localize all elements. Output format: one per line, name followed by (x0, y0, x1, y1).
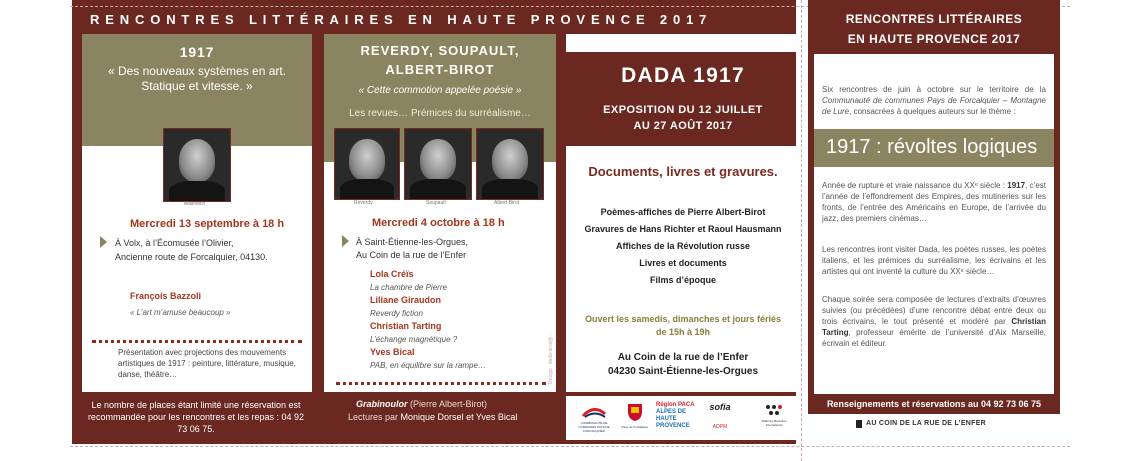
dada-hours-line1: Ouvert les samedis, dimanches et jours fériés (584, 314, 782, 324)
col2-speaker-2-name: Liliane Giraudon (370, 295, 442, 305)
col2-venue-arrow (342, 235, 353, 253)
col2-closing-readers: Monique Dorsel et Yves Bical (400, 412, 518, 422)
col2-closing-line2 (348, 411, 558, 423)
footer-logo-box (856, 420, 862, 428)
col2-closing-readers-prefix: Lectures par (348, 412, 401, 422)
col2-caption-albert-birot: Albert-Birot (494, 200, 520, 206)
col2-speaker-3-name: Christian Tarting (370, 321, 442, 331)
col2-speaker-4-name: Yves Bical (370, 347, 415, 357)
coat-of-arms-icon (626, 402, 644, 422)
right-para1-bold: 1917 (1007, 181, 1026, 190)
dada-item-2: Gravures de Hans Richter et Raoul Hausmann (584, 224, 782, 234)
bottom-dashed-guide (70, 446, 1070, 447)
logo-wbi-text: Wallonie-Bruxelles International (761, 419, 787, 427)
right-para3-bold: Christian Tarting (822, 317, 1046, 337)
dada-expo-line2: AU 27 AOÛT 2017 (633, 120, 733, 132)
col2-vertical-credit: Design : dada-birot@... (548, 332, 554, 384)
col1-portrait-photo (163, 128, 231, 202)
col2-portrait-reverdy (334, 128, 400, 200)
right-intro-part2: , consacrées à quelques auteurs sur le thème : (849, 107, 1016, 116)
right-header-line1: RENCONTRES LITTÉRAIRES (845, 12, 1023, 26)
col2-closing-author: (Pierre Albert-Birot) (407, 399, 488, 409)
logo-sofia-text: sofia (709, 402, 731, 412)
logo-pays-text: Pays de Forcalquier (621, 425, 649, 429)
col2-subtitle: « Cette commotion appelée poésie » (358, 85, 522, 96)
col2-divider (336, 382, 546, 385)
col2-caption-reverdy: Reverdy (354, 200, 373, 206)
dada-place: Au Coin de la rue de l’Enfer (617, 352, 749, 363)
right-para3-part1: Chaque soirée sera composée de lectures d’extraits d’œuvres suivies (ou précédées) d’une rencontre débat entre deux ou trois écrivains, le tout présenté et modéré par (822, 295, 1046, 326)
dada-docs-title: Documents, livres et gravures. (588, 164, 778, 179)
col2-tagline: Les revues… Prémices du surréalisme… (349, 108, 531, 119)
right-header-line2: EN HAUTE PROVENCE 2017 (847, 32, 1021, 46)
col1-presentation: Présentation avec projections des mouvements artistiques de 1917 : peinture, littérature, musique, danse, théâtre… (118, 348, 296, 379)
col2-portrait-soupault (404, 128, 472, 200)
logo-comcom-text: COMMUNAUTÉ DE COMMUNES PAYS DE FORCALQUIER (578, 421, 610, 433)
right-intro-italic: Communauté de communes Pays de Forcalquier – Montagne de Lure (822, 96, 1046, 116)
dada-title-block (566, 34, 800, 52)
logo-pays-forcalquier (620, 402, 650, 429)
col1-venue-line1: À Volx, à l’Écomusée l’Olivier, (115, 238, 234, 248)
col2-speaker-2-talk: Reverdy fiction (370, 309, 423, 318)
wbi-dots-icon (765, 404, 783, 416)
col2-portrait-albert-birot (476, 128, 544, 200)
col1-year: 1917 (179, 44, 215, 60)
col1-venue-arrow (100, 236, 111, 254)
logo-adpm (706, 424, 734, 431)
comcom-logo-icon (581, 404, 607, 418)
col2-caption-soupault: Soupault (426, 200, 446, 206)
right-para3-part2: , professeur émérite de l’université d’Aix Marseille, écrivain et éditeur. (822, 328, 1046, 348)
header-left-title: RENCONTRES LITTÉRAIRES EN HAUTE PROVENCE 2017 (90, 12, 713, 27)
col2-venue-line1: À Saint-Étienne-les-Orgues, (356, 237, 469, 247)
col2-speaker-4-talk: PAB, en équilibre sur la rampe… (370, 361, 486, 370)
logo-comcom (574, 404, 614, 433)
right-intro-part1: Six rencontres de juin à octobre sur le territoire de la (822, 85, 1046, 94)
right-para1-part2: , c’est l’année de l’effondrement des Empires, des mutineries sur les fronts, de l’entrée des Américains en Europe, de l’arrivée du jazz, des premiers cinémas… (822, 181, 1046, 223)
col1-photo-caption: Malevitch (184, 201, 206, 207)
logo-region-text: Région PACA (656, 402, 695, 408)
reservation-note: Le nombre de places étant limité une réservation est recommandée pour les rencontres et les repas : 04 92 73 06 75. (87, 400, 305, 434)
dada-item-3: Affiches de la Révolution russe (615, 241, 751, 251)
contact-text: Renseignements et réservations au 04 92 73 06 75 (826, 399, 1042, 409)
col1-speaker-talk: « L’art m’amuse beaucoup » (130, 308, 231, 317)
dada-item-5: Films d’époque (649, 275, 716, 285)
right-para1-part1: Année de rupture et vraie naissance du XXᵉ siècle : (822, 181, 1008, 190)
col1-subtitle: « Des nouveaux systèmes en art. Statique et vitesse. » (107, 64, 287, 93)
theme-title: 1917 : révoltes logiques (826, 136, 1038, 158)
logo-region-paca (656, 402, 700, 430)
dada-item-1: Poèmes-affiches de Pierre Albert-Birot (600, 207, 766, 217)
col1-venue-line2: Ancienne route de Forcalquier, 04130. (115, 252, 268, 262)
col2-speaker-1-talk: La chambre de Pierre (370, 283, 447, 292)
col2-title-line1: REVERDY, SOUPAULT, (360, 43, 520, 58)
col1-speaker-name: François Bazzoli (130, 291, 202, 301)
dada-title: DADA 1917 (621, 64, 745, 87)
col2-speaker-1-name: Lola Créïs (370, 269, 414, 279)
dada-hours-line2: de 15h à 19h (655, 327, 711, 337)
logo-adpm-text: ADPM (712, 424, 728, 430)
dada-address: 04230 Saint-Étienne-les-Orgues (607, 366, 759, 377)
col1-divider (92, 340, 302, 343)
col2-title-line2: ALBERT-BIROT (385, 62, 495, 77)
footer-logo-text: AU COIN DE LA RUE DE L’ENFER (866, 420, 986, 427)
col2-closing-line1 (356, 398, 556, 410)
right-para3 (822, 294, 1046, 349)
right-para2: Les rencontres iront visiter Dada, les poètes russes, les poètes italiens, et les prémices du surréalisme, les écrivains et les artistes qui ont inventé la culture du XXᵉ siècle… (822, 245, 1046, 276)
col2-venue-line2: Au Coin de la rue de l’Enfer (356, 250, 467, 260)
right-intro (822, 84, 1046, 117)
col1-date: Mercredi 13 septembre à 18 h (130, 218, 285, 230)
logo-sofia (706, 404, 734, 411)
right-para1 (822, 180, 1046, 224)
dada-item-4: Livres et documents (639, 258, 727, 268)
fold-line (801, 0, 802, 461)
col2-speaker-3-talk: L’échange magnétique ? (370, 335, 458, 344)
col2-closing-title: Grabinoulor (356, 399, 408, 409)
dada-expo-line1: EXPOSITION DU 12 JUILLET (603, 104, 763, 116)
logo-alpes-text: ALPES DE HAUTE PROVENCE (656, 409, 690, 429)
col2-date: Mercredi 4 octobre à 18 h (372, 217, 505, 229)
logo-wallonie-bruxelles (754, 404, 794, 427)
